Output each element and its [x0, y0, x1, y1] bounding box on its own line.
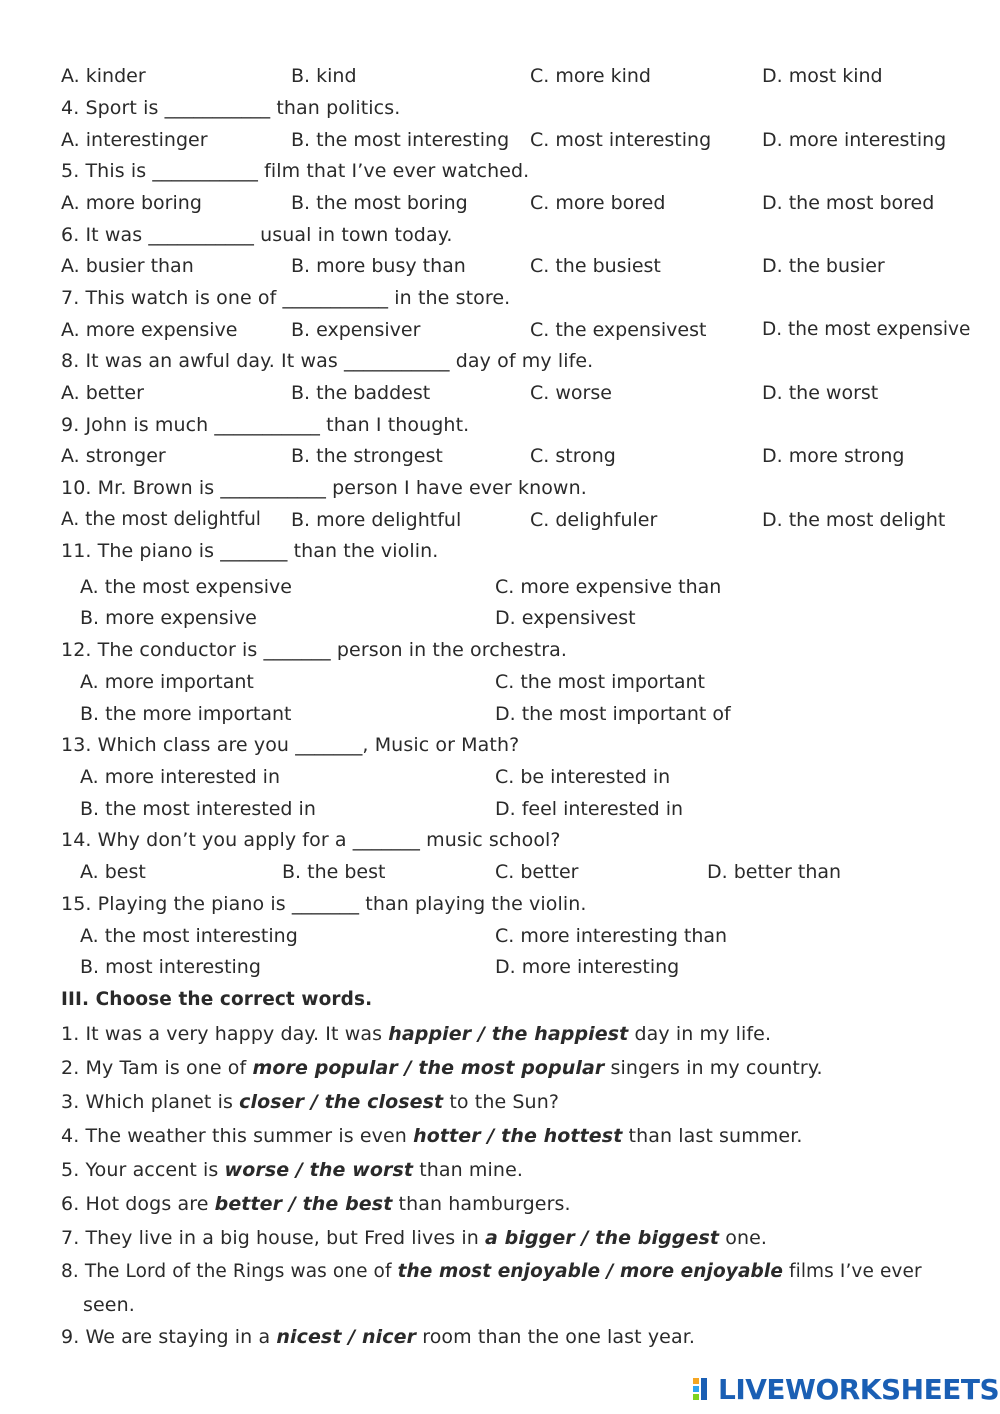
item-text: room than the one last year.: [416, 1326, 696, 1348]
item-text: day in my life.: [628, 1023, 772, 1045]
option: D. the most delight: [762, 509, 946, 531]
exercise-item: [61, 1226, 767, 1250]
option: A. more expensive: [61, 319, 238, 341]
option: C. worse: [530, 382, 612, 404]
option: A. more boring: [61, 192, 202, 214]
item-text: than mine.: [413, 1159, 523, 1181]
item-text: 9. We are staying in a: [61, 1326, 277, 1348]
option: B. more delightful: [291, 509, 462, 531]
item-continuation: seen.: [83, 1294, 135, 1316]
option: A. interestinger: [61, 129, 208, 151]
section-heading: III. Choose the correct words.: [61, 989, 373, 1010]
option: D. more strong: [762, 445, 905, 467]
option: B. more expensive: [80, 607, 257, 629]
option: A. kinder: [61, 65, 146, 87]
item-text: 6. Hot dogs are: [61, 1193, 215, 1215]
word-choice[interactable]: hotter / the hottest: [413, 1125, 623, 1147]
exercise-item: [61, 1260, 922, 1284]
option: C. strong: [530, 445, 616, 467]
option: C. the most important: [495, 671, 705, 693]
option: B. the most interesting: [291, 129, 510, 151]
question-stem: 14. Why don’t you apply for a _______ music school?: [61, 829, 561, 851]
option: D. the worst: [762, 382, 879, 404]
option: D. the most expensive: [762, 319, 971, 340]
option: C. the busiest: [530, 255, 661, 277]
option: B. the more important: [80, 703, 292, 725]
liveworksheets-logo-icon: [692, 1376, 716, 1402]
item-text: than hamburgers.: [392, 1193, 571, 1215]
option: D. expensivest: [495, 607, 636, 629]
item-text: singers in my country.: [604, 1057, 823, 1079]
option: B. kind: [291, 65, 357, 87]
option: A. busier than: [61, 255, 194, 277]
question-stem: 13. Which class are you _______, Music or Math?: [61, 734, 520, 756]
word-choice[interactable]: happier / the happiest: [388, 1023, 629, 1045]
word-choice[interactable]: more popular / the most popular: [252, 1057, 605, 1079]
item-text: 7. They live in a big house, but Fred lives in: [61, 1227, 485, 1249]
item-text: 4. The weather this summer is even: [61, 1125, 414, 1147]
option: C. delighfuler: [530, 509, 658, 531]
option: A. stronger: [61, 445, 166, 467]
option: C. be interested in: [495, 766, 671, 788]
question-stem: 10. Mr. Brown is ___________ person I have ever known.: [61, 477, 587, 499]
option: C. better: [495, 861, 579, 883]
question-stem: 11. The piano is _______ than the violin.: [61, 540, 439, 562]
question-stem: 5. This is ___________ film that I’ve ever watched.: [61, 160, 530, 182]
option: B. more busy than: [291, 255, 466, 277]
item-text: 5. Your accent is: [61, 1159, 225, 1181]
option: D. the most important of: [495, 703, 731, 725]
option: B. the strongest: [291, 445, 443, 467]
liveworksheets-logo: [692, 1372, 999, 1406]
option: A. the most interesting: [80, 925, 298, 947]
option: C. the expensivest: [530, 319, 707, 341]
exercise-item: [61, 1192, 571, 1216]
option: A. the most delightful: [61, 509, 261, 530]
item-text: than last summer.: [622, 1125, 803, 1147]
option: B. expensiver: [291, 319, 421, 341]
option: C. more kind: [530, 65, 651, 87]
exercise-item: [61, 1325, 695, 1349]
option: B. the best: [282, 861, 386, 883]
option: B. the most boring: [291, 192, 468, 214]
option: D. the most bored: [762, 192, 935, 214]
option: D. better than: [707, 861, 842, 883]
item-text: one.: [719, 1227, 768, 1249]
item-text: 1. It was a very happy day. It was: [61, 1023, 389, 1045]
item-text: films I’ve ever: [782, 1261, 922, 1282]
logo-text: LIVEWORKSHEETS: [718, 1372, 1000, 1406]
exercise-item: [61, 1090, 559, 1114]
option: D. more interesting: [762, 129, 947, 151]
item-text: 2. My Tam is one of: [61, 1057, 253, 1079]
word-choice[interactable]: the most enjoyable / more enjoyable: [397, 1261, 783, 1282]
question-stem: 15. Playing the piano is _______ than playing the violin.: [61, 893, 587, 915]
item-text: 3. Which planet is: [61, 1091, 240, 1113]
exercise-item: [61, 1022, 771, 1046]
exercise-item: [61, 1056, 823, 1080]
item-text: 8. The Lord of the Rings was one of: [61, 1261, 398, 1282]
question-stem: 4. Sport is ___________ than politics.: [61, 97, 401, 119]
word-choice[interactable]: better / the best: [214, 1193, 393, 1215]
option: B. most interesting: [80, 956, 261, 978]
question-stem: 9. John is much ___________ than I thought.: [61, 414, 470, 436]
word-choice[interactable]: worse / the worst: [224, 1159, 414, 1181]
option: A. best: [80, 861, 146, 883]
exercise-item: [61, 1158, 523, 1182]
word-choice[interactable]: nicest / nicer: [276, 1326, 417, 1348]
question-stem: 8. It was an awful day. It was ___________ day of my life.: [61, 350, 594, 372]
word-choice[interactable]: closer / the closest: [239, 1091, 444, 1113]
option: A. the most expensive: [80, 576, 292, 598]
question-stem: 6. It was ___________ usual in town today.: [61, 224, 453, 246]
option: A. more interested in: [80, 766, 281, 788]
option: C. more bored: [530, 192, 666, 214]
exercise-item: [61, 1124, 803, 1148]
question-stem: 12. The conductor is _______ person in the orchestra.: [61, 639, 568, 661]
option: A. better: [61, 382, 144, 404]
option: D. most kind: [762, 65, 883, 87]
option: D. feel interested in: [495, 798, 684, 820]
question-stem: 7. This watch is one of ___________ in the store.: [61, 287, 511, 309]
option: C. more expensive than: [495, 576, 722, 598]
word-choice[interactable]: a bigger / the biggest: [485, 1227, 720, 1249]
item-text: to the Sun?: [443, 1091, 560, 1113]
option: B. the baddest: [291, 382, 431, 404]
option: D. more interesting: [495, 956, 680, 978]
option: A. more important: [80, 671, 254, 693]
option: C. more interesting than: [495, 925, 728, 947]
option: B. the most interested in: [80, 798, 316, 820]
option: D. the busier: [762, 255, 885, 277]
option: C. most interesting: [530, 129, 712, 151]
